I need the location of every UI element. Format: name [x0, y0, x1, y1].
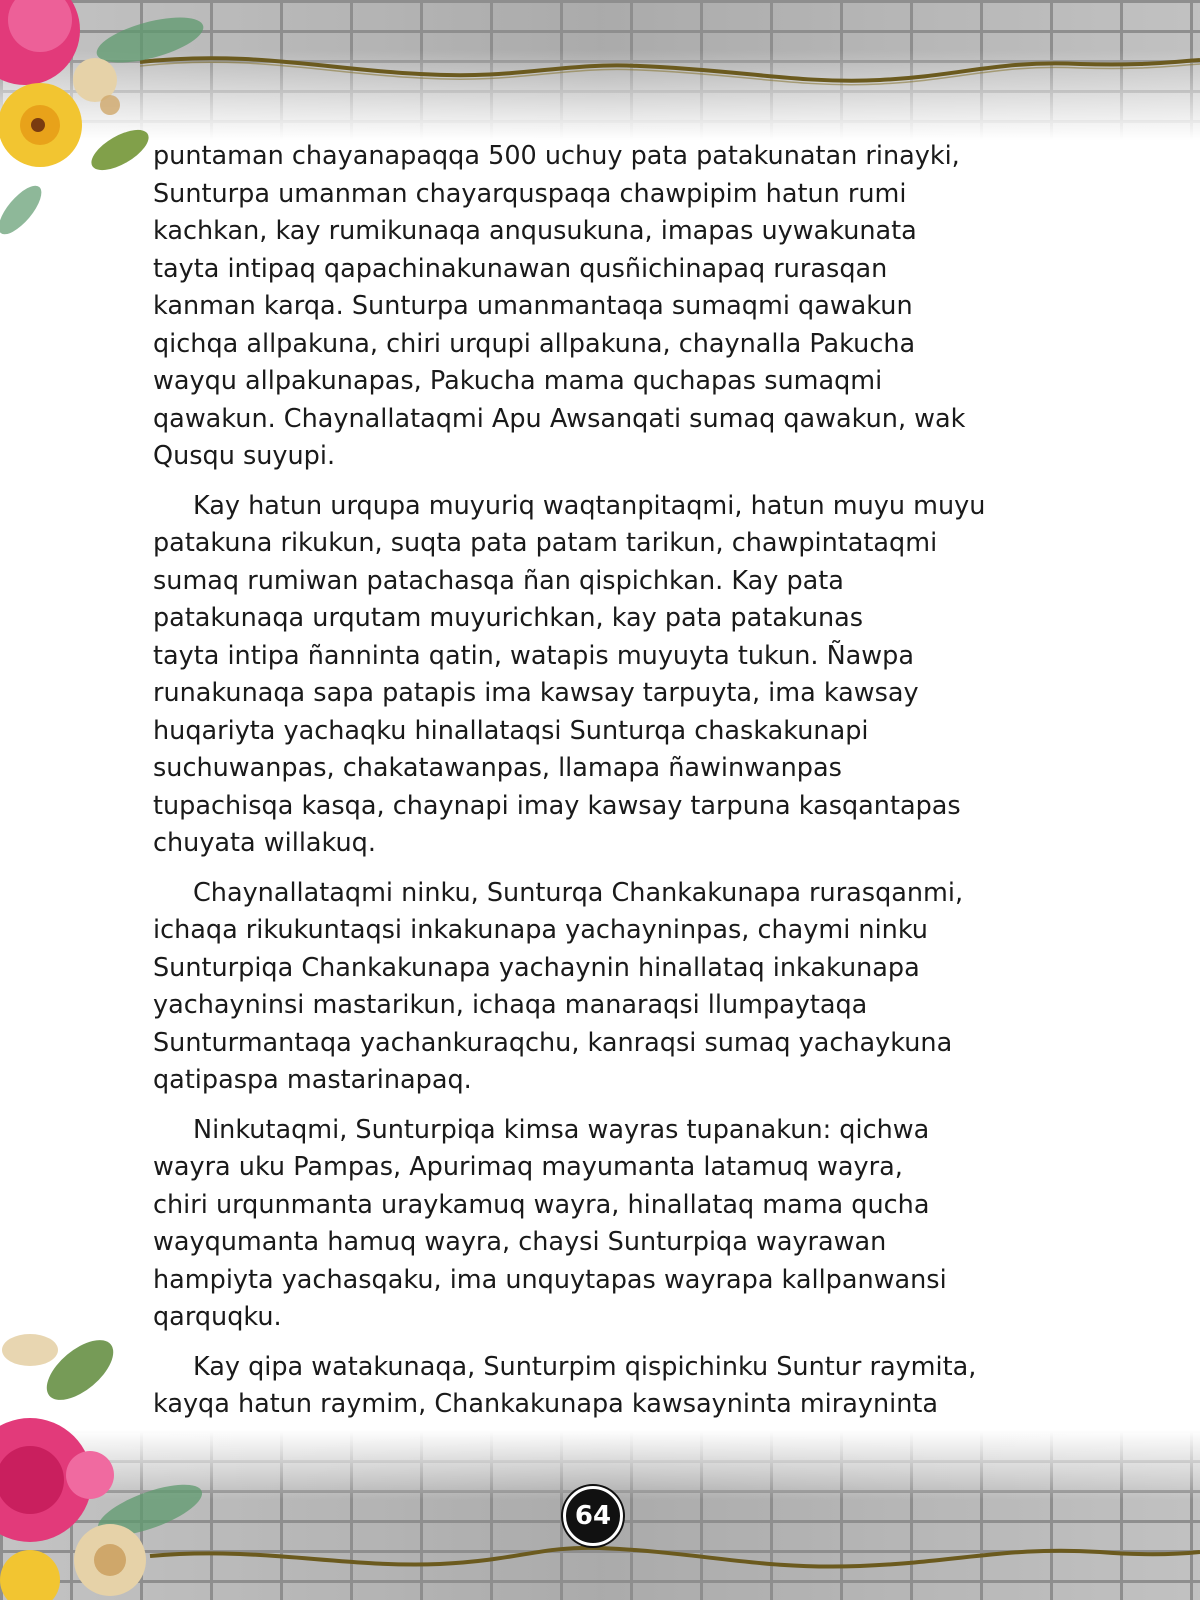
text-line: Kay hatun urqupa muyuriq waqtanpitaqmi, hatun muyu muyu [193, 490, 986, 521]
text-line: qawakun. Chaynallataqmi Apu Awsanqati sumaq qawakun, wak [153, 403, 966, 434]
text-line: Chaynallataqmi ninku, Sunturqa Chankakunapa rurasqanmi, [193, 877, 964, 908]
text-line: sumaq rumiwan patachasqa ñan qispichkan. Kay pata [153, 565, 844, 596]
text-line: tayta intipa ñanninta qatin, watapis muyuyta tukun. Ñawpa [153, 640, 914, 671]
text-line: tupachisqa kasqa, chaynapi imay kawsay tarpuna kasqantapas [153, 790, 961, 821]
text-line: yachayninsi mastarikun, ichaqa manaraqsi llumpaytaqa [153, 990, 868, 1020]
text-line: wayra uku Pampas, Apurimaq mayumanta latamuq wayra, [153, 1152, 903, 1182]
text-line: Sunturpa umanman chayarquspaqa chawpipim hatun rumi [153, 178, 907, 209]
text-line: wayqumanta hamuq wayra, chaysi Sunturpiqa wayrawan [153, 1227, 887, 1257]
text-line: chiri urqunmanta uraykamuq wayra, hinallataq mama qucha [153, 1189, 930, 1220]
paragraph-1 [153, 138, 1053, 476]
paragraph-4 [153, 1112, 1053, 1337]
text-line: kayqa hatun raymim, Chankakunapa kawsayninta miraynintа [153, 1389, 938, 1419]
text-line: patakunaqa urqutam muyurichkan, kay pata patakunas [153, 603, 864, 633]
text-line: ichaqa rikukuntaqsi inkakunapa yachayninpas, chaymi ninku [153, 915, 928, 945]
text-line: qichqa allpakuna, chiri urqupi allpakuna, chaynalla Pakucha [153, 328, 916, 359]
text-line: kanman karqa. Sunturpa umanmantaqa sumaqmi qawakun [153, 291, 913, 321]
text-line: puntaman chayanapaqqa 500 uchuy pata patakunatan rinayki, [153, 141, 960, 171]
text-line: Sunturpiqa Chankakunapa yachaynin hinallataq inkakunapa [153, 952, 920, 983]
text-line: qarquqku. [153, 1302, 282, 1332]
text-line: tayta intipaq qapachinakunawan qusñichinapaq rurasqan [153, 253, 888, 284]
text-line: suchuwanpas, chakatawanpas, llamapa ñawinwanpas [153, 753, 842, 783]
page-body-text [153, 138, 1053, 1436]
text-line: qatipaspa mastarinapaq. [153, 1065, 472, 1095]
paragraph-5 [153, 1349, 1053, 1424]
text-line: runakunaqa sapa patapis ima kawsay tarpuyta, ima kawsay [153, 678, 919, 708]
text-line: Qusqu suyupi. [153, 441, 336, 471]
text-line: chuyata willakuq. [153, 828, 376, 858]
paragraph-3 [153, 875, 1053, 1100]
paragraph-2 [153, 488, 1053, 863]
text-line: Sunturmantaqa yachankuraqchu, kanraqsi sumaq yachaykuna [153, 1027, 953, 1058]
text-line: huqariyta yachaqku hinallataqsi Sunturqa chaskakunapi [153, 715, 869, 746]
text-line: hampiyta yachasqaku, ima unquytapas wayrapa kallpanwansi [153, 1264, 947, 1295]
text-line: patakuna rikukun, suqta pata patam tarikun, chawpintataqmi [153, 528, 938, 558]
text-line: Kay qipa watakunaqa, Sunturpim qispichinku Suntur raymita, [193, 1351, 977, 1382]
text-line: Ninkutaqmi, Sunturpiqa kimsa wayras tupanakun: qichwa [193, 1114, 930, 1145]
page-number: 64 [563, 1486, 623, 1546]
text-line: kachkan, kay rumikunaqa anqusukuna, imapas uywakunata [153, 216, 917, 246]
text-line: wayqu allpakunapas, Pakucha mama quchapas sumaqmi [153, 366, 883, 396]
